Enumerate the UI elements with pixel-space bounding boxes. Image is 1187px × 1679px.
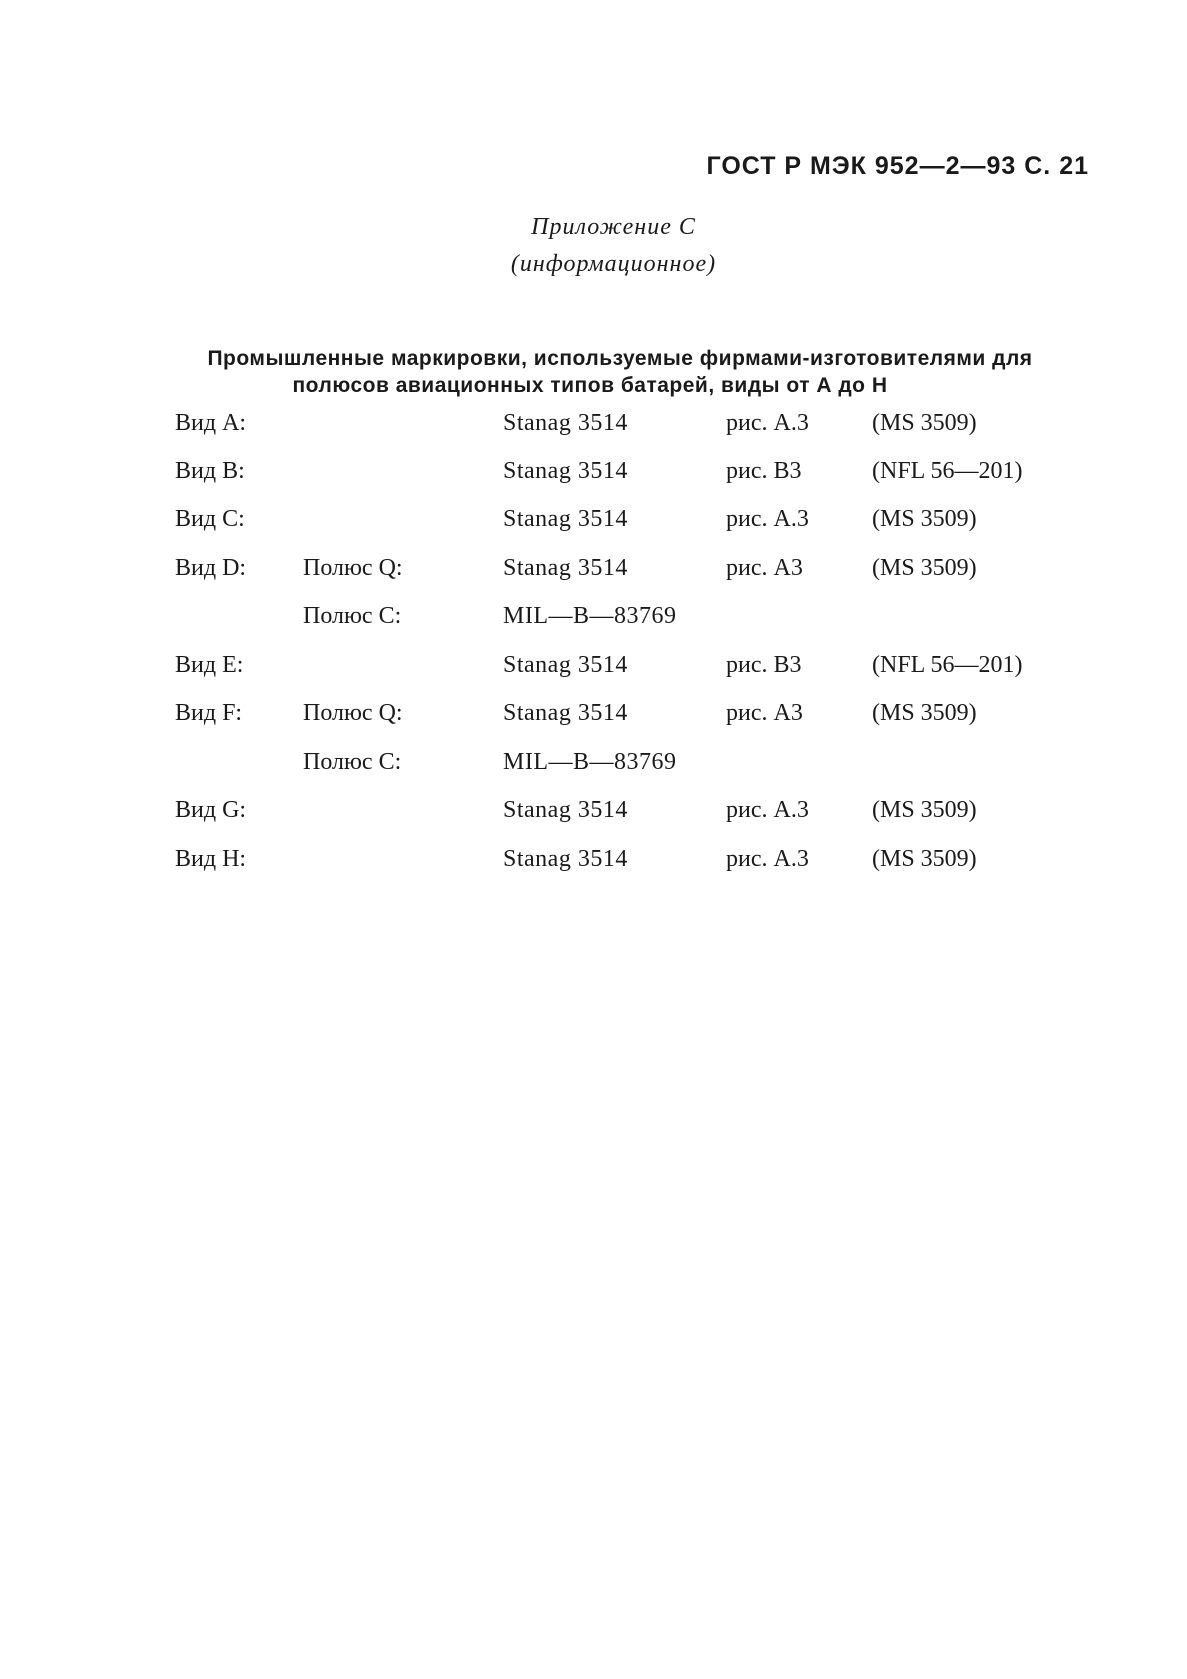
figure-ref: рис. А.3	[726, 846, 809, 872]
pole-label: Полюс С:	[303, 603, 402, 629]
list-item	[0, 555, 1187, 587]
standard-value: Stanag 3514	[503, 797, 628, 823]
view-label: Вид G:	[175, 797, 247, 823]
figure-ref: рис. В3	[726, 652, 802, 678]
view-label: Вид Е:	[175, 652, 244, 678]
standard-value: Stanag 3514	[503, 652, 628, 678]
figure-ref: рис. А.3	[726, 506, 809, 532]
view-label: Вид А:	[175, 410, 247, 436]
pole-label: Полюс Q:	[303, 555, 403, 581]
figure-ref: рис. А.3	[726, 410, 809, 436]
list-item	[0, 458, 1187, 490]
view-label: Вид D:	[175, 555, 247, 581]
figure-ref: рис. В3	[726, 458, 802, 484]
list-item	[0, 749, 1187, 781]
spec-ref: (MS 3509)	[872, 700, 977, 726]
spec-ref: (MS 3509)	[872, 410, 977, 436]
standard-value: Stanag 3514	[503, 410, 628, 436]
pole-label: Полюс Q:	[303, 700, 403, 726]
view-label: Вид В:	[175, 458, 245, 484]
appendix-title: Приложение С	[531, 214, 696, 240]
standard-value: Stanag 3514	[503, 846, 628, 872]
view-label: Вид F:	[175, 700, 243, 726]
view-label: Вид С:	[175, 506, 245, 532]
spec-ref: (MS 3509)	[872, 797, 977, 823]
standard-value: Stanag 3514	[503, 458, 628, 484]
view-label: Вид Н:	[175, 846, 247, 872]
list-item	[0, 603, 1187, 635]
list-item	[0, 506, 1187, 538]
spec-ref: (MS 3509)	[872, 555, 977, 581]
pole-label: Полюс С:	[303, 749, 402, 775]
spec-ref: (NFL 56—201)	[872, 652, 1023, 678]
standard-value: Stanag 3514	[503, 555, 628, 581]
standard-value: MIL—B—83769	[503, 749, 677, 775]
spec-ref: (MS 3509)	[872, 506, 977, 532]
standard-value: MIL—B—83769	[503, 603, 677, 629]
list-item	[0, 700, 1187, 732]
spec-ref: (NFL 56—201)	[872, 458, 1023, 484]
list-item	[0, 846, 1187, 878]
document-header: ГОСТ Р МЭК 952—2—93 С. 21	[706, 152, 1089, 180]
section-heading-line2: полюсов авиационных типов батарей, виды от А до Н	[292, 374, 888, 397]
appendix-subtitle: (информационное)	[510, 251, 717, 277]
figure-ref: рис. А.3	[726, 797, 809, 823]
spec-ref: (MS 3509)	[872, 846, 977, 872]
standard-value: Stanag 3514	[503, 506, 628, 532]
standard-value: Stanag 3514	[503, 700, 628, 726]
figure-ref: рис. А3	[726, 700, 803, 726]
list-item	[0, 410, 1187, 442]
list-item	[0, 652, 1187, 684]
list-item	[0, 797, 1187, 829]
figure-ref: рис. А3	[726, 555, 803, 581]
section-heading-line1: Промышленные маркировки, используемые фирмами-изготовителями для	[207, 347, 1033, 370]
